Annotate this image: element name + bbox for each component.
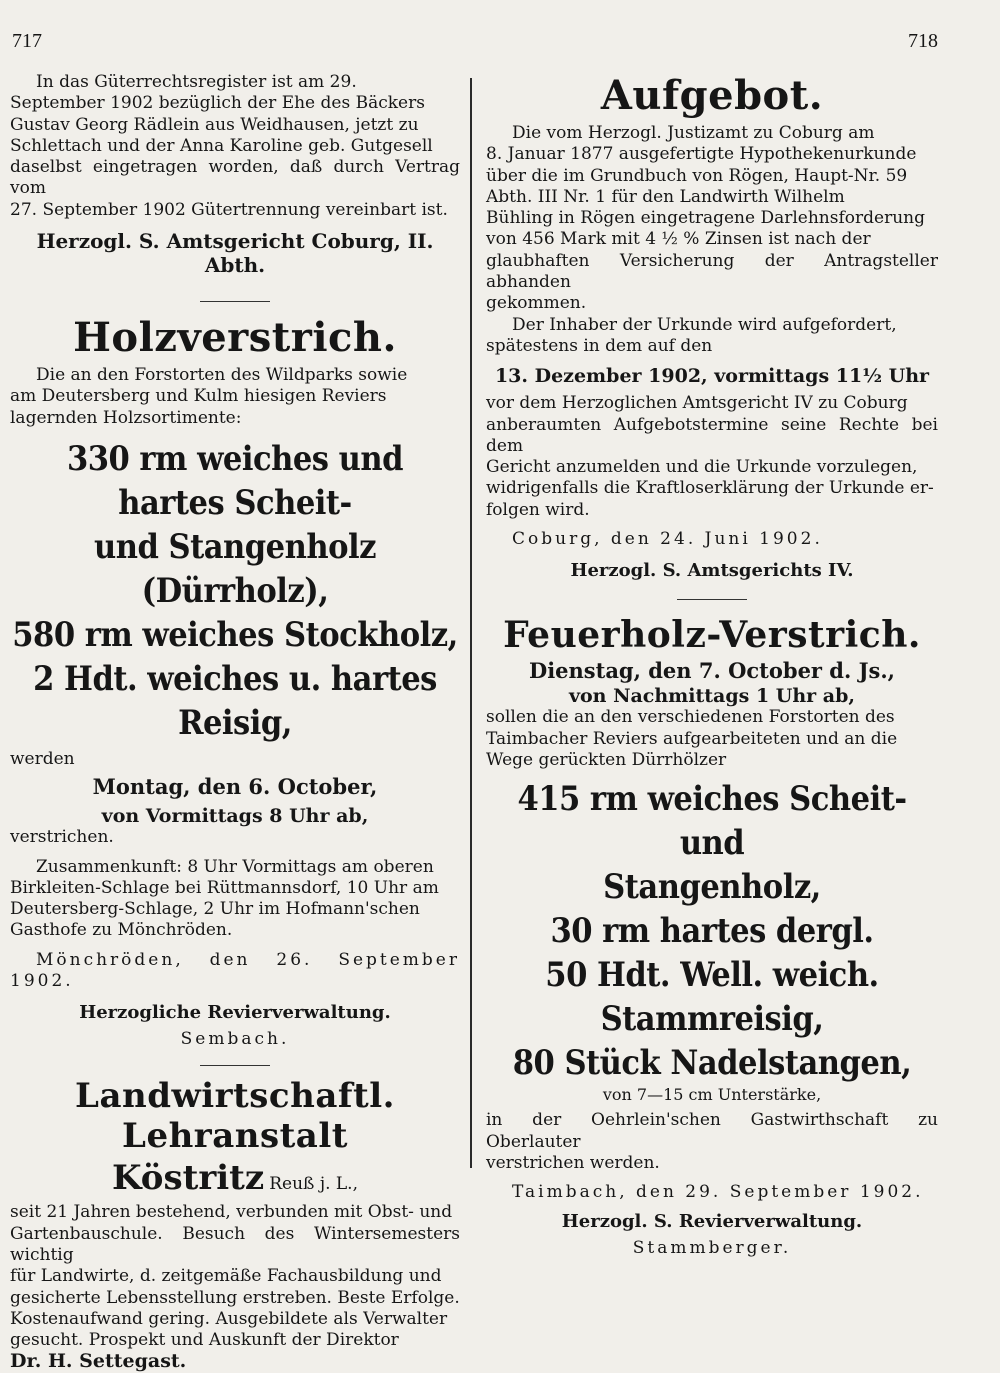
auction-time: von Vormittags 8 Uhr ab, [101, 805, 369, 828]
page-number-right: 718 [908, 30, 938, 52]
text-line: 8. Januar 1877 ausgefertigte Hypothekenurkunde [486, 144, 917, 165]
wood-item: 415 rm weiches Scheit- und [517, 779, 907, 864]
text-line: in der Oehrlein'schen Gastwirthschaft zu Oberlauter [486, 1110, 938, 1152]
signature: Herzogl. S. Amtsgericht Coburg, II. Abth. [36, 229, 434, 278]
text-line: lagernden Holzsortimente: [10, 407, 242, 428]
wood-item: 30 rm hartes dergl. [550, 911, 874, 952]
text-line: verstrichen. [10, 827, 114, 848]
notice-heading: Feuerholz-Verstrich. [503, 614, 921, 657]
text-line: am Deutersberg und Kulm hiesigen Reviers [10, 386, 387, 407]
text-line: Der Inhaber der Urkunde wird aufgefordert, [512, 314, 897, 335]
place-date: Mönchröden, den 26. September 1902. [10, 949, 460, 992]
wood-item: 80 Stück Nadelstangen, [512, 1043, 912, 1084]
text-line: Gartenbauschule. Besuch des Wintersemesters wichtig [10, 1223, 460, 1265]
place-date: Taimbach, den 29. September 1902. [512, 1182, 924, 1203]
text-line: glaubhaften Versicherung der Antragsteller abhanden [486, 250, 938, 293]
wood-item-note: von 7—15 cm Unterstärke, [602, 1085, 822, 1105]
deadline-date: 13. Dezember 1902, vormittags 11½ Uhr [494, 365, 930, 388]
wood-item: 2 Hdt. weiches u. hartes Reisig, [33, 658, 437, 743]
text-line: In das Güterrechtsregister ist am 29. [36, 72, 357, 92]
text-line: Gustav Georg Rädlein aus Weidhausen, jetzt zu [10, 114, 419, 135]
section-rule [200, 1065, 270, 1066]
text-line: Abth. III Nr. 1 für den Landwirth Wilhelm [486, 186, 845, 207]
auction-date: Montag, den 6. October, [92, 774, 378, 800]
text-line: von 456 Mark mit 4 ½ % Zinsen ist nach der [486, 229, 871, 250]
notice-lehranstalt [10, 1076, 460, 1372]
wood-item: 50 Hdt. Well. weich. Stammreisig, [545, 955, 879, 1040]
text-line: über die im Grundbuch von Rögen, Haupt-Nr. 59 [486, 165, 908, 186]
text-line: gekommen. [486, 293, 587, 314]
section-rule [200, 301, 270, 302]
signature: Herzogl. S. Amtsgerichts IV. [570, 560, 854, 582]
place-suffix: Reuß j. L., [269, 1174, 358, 1195]
text-line: seit 21 Jahren bestehend, verbunden mit Obst- und [10, 1202, 453, 1223]
text-line: Bühling in Rögen eingetragene Darlehnsforderung [486, 208, 925, 229]
wood-item: 330 rm weiches und hartes Scheit- [66, 438, 404, 523]
auction-date: Dienstag, den 7. October d. Js., [528, 658, 895, 684]
text-line: vor dem Herzoglichen Amtsgericht IV zu Coburg [486, 393, 908, 414]
director-name: Dr. H. Settegast. [10, 1350, 187, 1373]
text-line: daselbst eingetragen worden, daß durch Vertrag vom [10, 157, 460, 199]
text-line: Birkleiten-Schlage bei Rüttmannsdorf, 10 Uhr am [10, 877, 439, 898]
text-line: anberaumten Aufgebotstermine seine Rechte bei dem [486, 414, 938, 456]
text-line: werden [10, 748, 75, 769]
left-column [10, 72, 460, 1373]
text-line: Gericht anzumelden und die Urkunde vorzulegen, [486, 457, 918, 478]
text-line: für Landwirte, d. zeitgemäße Fachausbildung und [10, 1266, 442, 1287]
text-line: Deutersberg-Schlage, 2 Uhr im Hofmann'schen [10, 899, 420, 920]
text-line: widrigenfalls die Kraftloserklärung der Urkunde er- [486, 478, 934, 499]
text-line: Taimbacher Reviers aufgearbeiteten und an die [486, 728, 898, 749]
signer-name: Sembach. [180, 1029, 290, 1050]
text-line: September 1902 bezüglich der Ehe des Bäckers [10, 93, 425, 114]
notice-gueterrecht [10, 72, 460, 277]
text-line: Die an den Forstorten des Wildparks sowie [36, 365, 408, 386]
section-rule [677, 599, 747, 600]
text-line: gesicherte Lebensstellung erstreben. Beste Erfolge. [10, 1287, 460, 1308]
notice-heading: Landwirtschaftl. Lehranstalt [75, 1076, 395, 1157]
wood-item: Stangenholz, [603, 867, 821, 908]
text-line: verstrichen werden. [486, 1152, 660, 1173]
text-line: spätestens in dem auf den [486, 335, 713, 356]
wood-item: 580 rm weiches Stockholz, [12, 614, 458, 655]
text-line: Kostenaufwand gering. Ausgebildete als Verwalter [10, 1308, 448, 1329]
place-date: Coburg, den 24. Juni 1902. [512, 529, 823, 550]
right-column [486, 72, 938, 1258]
place-name: Köstritz [111, 1158, 265, 1199]
signer-name: Stammberger. [632, 1238, 792, 1259]
signature: Herzogliche Revierverwaltung. [79, 1002, 391, 1024]
notice-heading: Aufgebot. [600, 72, 824, 119]
text-line: gesucht. Prospekt und Auskunft der Direktor [10, 1330, 399, 1351]
notice-heading: Holzverstrich. [73, 314, 397, 362]
auction-time: von Nachmittags 1 Uhr ab, [568, 685, 856, 708]
text-line: sollen die an den verschiedenen Forstorten des [486, 707, 895, 728]
column-divider [470, 78, 472, 1168]
text-line: 27. September 1902 Gütertrennung vereinbart ist. [10, 199, 448, 220]
notice-holzverstrich [10, 314, 460, 1049]
text-line: Schlettach und der Anna Karoline geb. Gutgesell [10, 135, 433, 156]
text-line: Die vom Herzogl. Justizamt zu Coburg am [512, 123, 875, 143]
notice-feuerholz [486, 614, 938, 1258]
text-line: Gasthofe zu Mönchröden. [10, 920, 233, 941]
wood-item: und Stangenholz (Dürrholz), [93, 526, 377, 611]
page-number-left: 717 [12, 30, 42, 52]
text-line: folgen wird. [486, 499, 590, 520]
signature: Herzogl. S. Revierverwaltung. [561, 1211, 863, 1233]
text-line: Wege gerückten Dürrhölzer [486, 749, 727, 770]
notice-aufgebot [486, 72, 938, 581]
text-line: Zusammenkunft: 8 Uhr Vormittags am oberen [36, 856, 434, 877]
